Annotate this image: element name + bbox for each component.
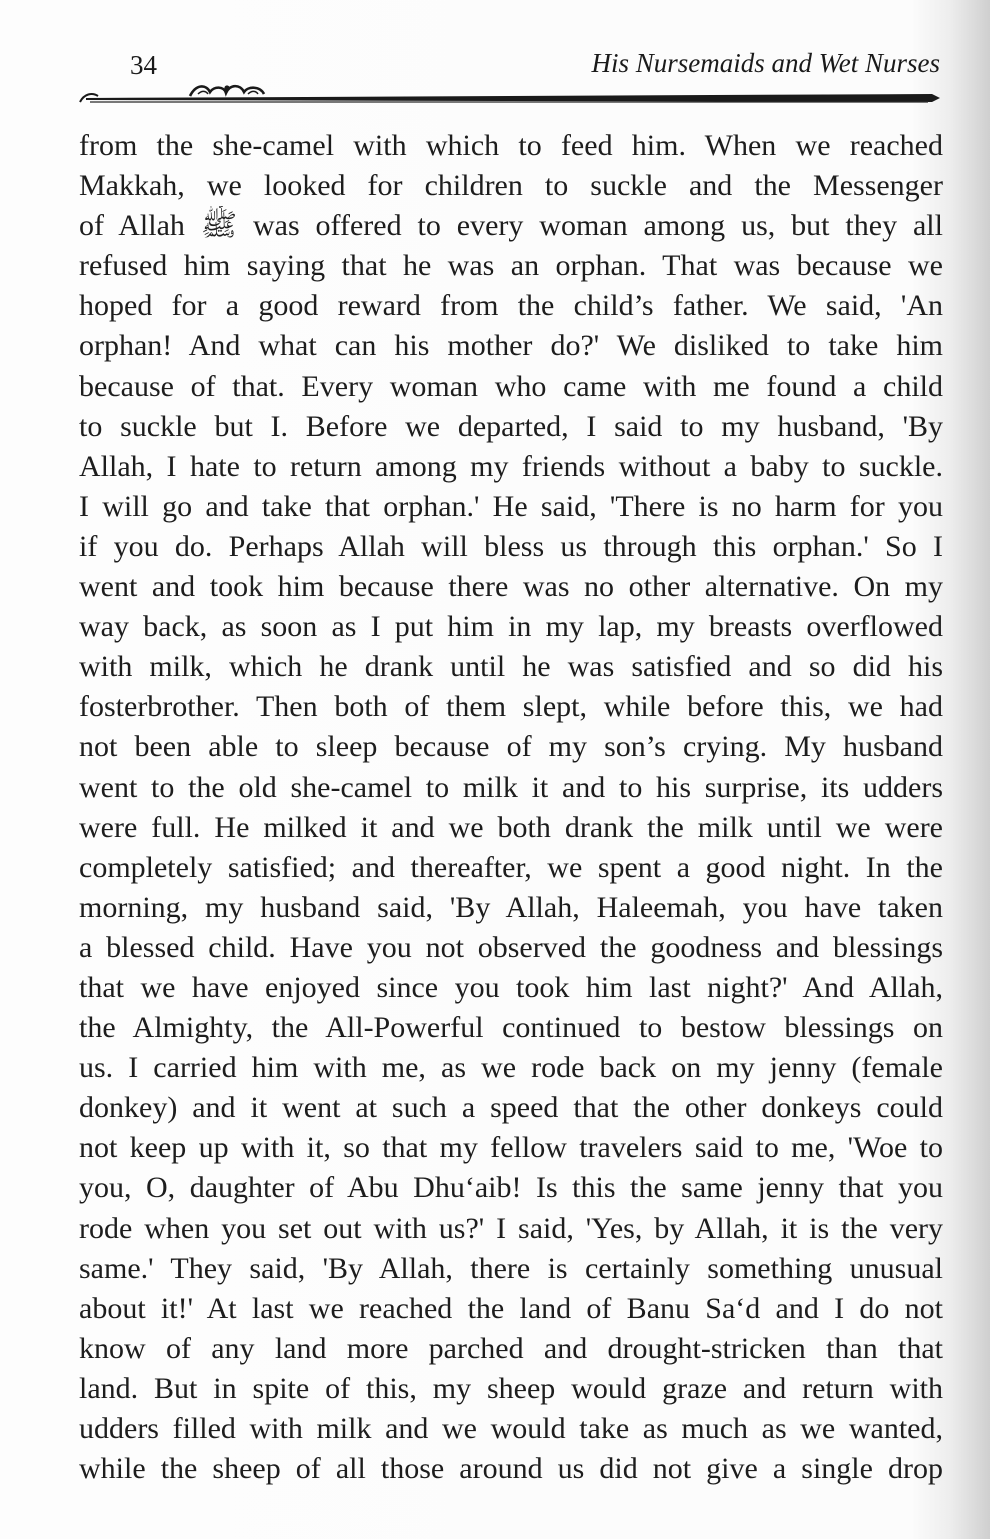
text-line: land. But in spite of this, my sheep would graze and return with: [79, 1371, 943, 1405]
text-line: were full. He milked it and we both drank the milk until we were: [79, 810, 943, 844]
text-line: I will go and take that orphan.' He said, 'There is no harm for you: [79, 489, 943, 523]
running-title: His Nursemaids and Wet Nurses: [591, 48, 940, 78]
text-line: about it!' At last we reached the land of Banu Sa‘d and I do not: [79, 1291, 943, 1325]
text-line: because of that. Every woman who came with me found a child: [79, 369, 943, 403]
text-line: refused him saying that he was an orphan. That was because we: [79, 249, 943, 283]
page-header: [78, 40, 940, 110]
text-line: same.' They said, 'By Allah, there is certainly something unusual: [79, 1251, 943, 1285]
text-line: morning, my husband said, 'By Allah, Haleemah, you have taken: [79, 890, 943, 924]
text-line: that we have enjoyed since you took him last night?' And Allah,: [79, 970, 943, 1004]
text-line: if you do. Perhaps Allah will bless us through this orphan.' So I: [79, 529, 943, 563]
header-rule-ornament: [78, 74, 940, 114]
text-line: fosterbrother. Then both of them slept, while before this, we had: [79, 690, 943, 724]
text-line: went and took him because there was no other alternative. On my: [79, 570, 943, 604]
text-line: you, O, daughter of Abu Dhu‘aib! Is this the same jenny that you: [79, 1171, 943, 1205]
text-line: to suckle but I. Before we departed, I said to my husband, 'By: [79, 409, 943, 443]
text-line: not been able to sleep because of my son’s crying. My husband: [79, 730, 943, 764]
text-line: from the she-camel with which to feed him. When we reached: [79, 129, 943, 162]
text-line: while the sheep of all those around us did not give a single drop: [79, 1452, 943, 1486]
text-line: know of any land more parched and drought-stricken than that: [79, 1331, 943, 1365]
text-line: orphan! And what can his mother do?' We disliked to take him: [79, 329, 943, 363]
text-line: Allah, I hate to return among my friends without a baby to suckle.: [79, 449, 943, 483]
text-line: the Almighty, the All-Powerful continued to bestow blessings on: [79, 1011, 943, 1045]
text-line: rode when you set out with us?' I said, 'Yes, by Allah, it is the very: [79, 1211, 943, 1245]
text-line: not keep up with it, so that my fellow travelers said to me, 'Woe to: [79, 1131, 943, 1165]
text-line: Makkah, we looked for children to suckle and the Messenger: [79, 169, 943, 203]
text-line: udders filled with milk and we would take as much as we wanted,: [79, 1412, 943, 1445]
text-line: of Allah ﷺ was offered to every woman among us, but they all: [79, 209, 943, 243]
text-line: us. I carried him with me, as we rode back on my jenny (female: [79, 1051, 943, 1085]
body-text: [79, 126, 943, 1489]
text-line: hoped for a good reward from the child’s father. We said, 'An: [79, 289, 943, 323]
text-line: with milk, which he drank until he was satisfied and so did his: [79, 650, 943, 684]
text-line: completely satisfied; and thereafter, we spent a good night. In the: [79, 850, 943, 884]
text-line: donkey) and it went at such a speed that the other donkeys could: [79, 1091, 943, 1125]
page-number: 34: [130, 50, 157, 80]
text-line: way back, as soon as I put him in my lap, my breasts overflowed: [79, 610, 943, 644]
text-line: a blessed child. Have you not observed the goodness and blessings: [79, 930, 943, 964]
text-line: went to the old she-camel to milk it and to his surprise, its udders: [79, 770, 943, 804]
